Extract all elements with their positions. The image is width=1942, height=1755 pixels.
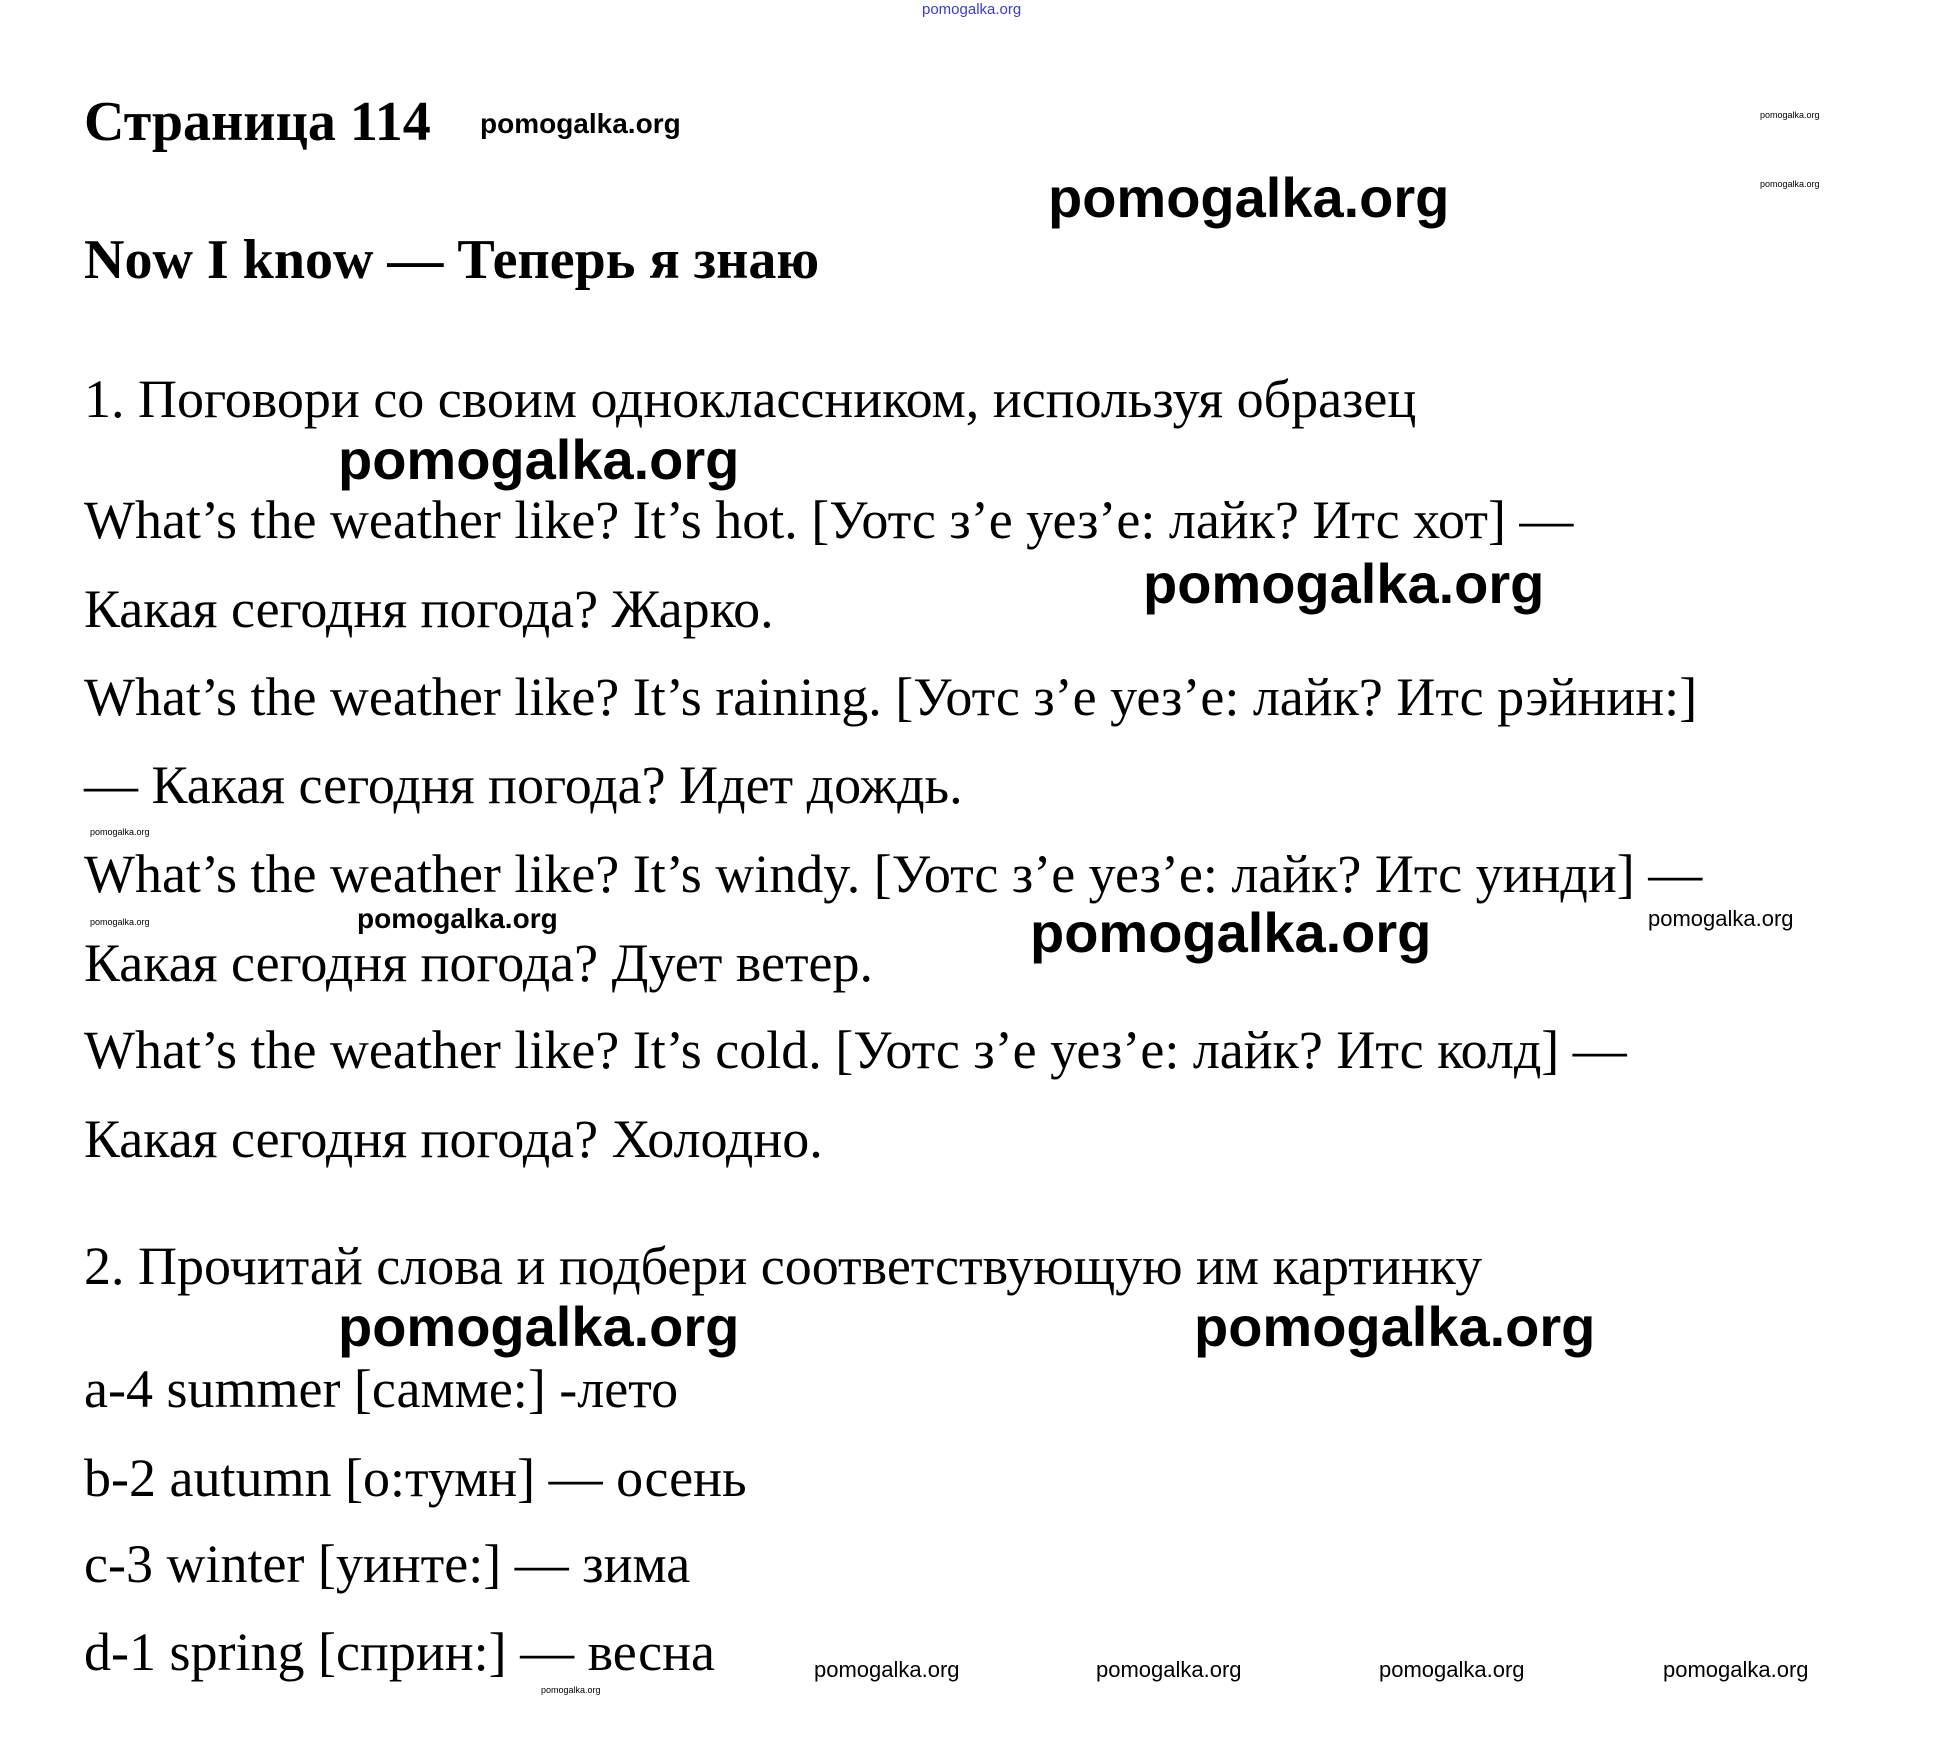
word-item: b-2 autumn [о:тумн] — осень <box>84 1448 747 1508</box>
watermark: pomogalka.org <box>1648 906 1794 931</box>
word-item: c-3 winter [уинте:] — зима <box>84 1534 691 1594</box>
dialogue-line: — Какая сегодня погода? Идет дождь. <box>84 755 963 815</box>
dialogue-line: Какая сегодня погода? Жарко. <box>84 579 774 639</box>
watermark: pomogalka.org <box>1663 1657 1809 1682</box>
watermark: pomogalka.org <box>814 1657 960 1682</box>
watermark: pomogalka.org <box>1760 110 1820 120</box>
word-item: d-1 spring [сприн:] — весна <box>84 1622 715 1682</box>
dialogue-line: What’s the weather like? It’s cold. [Уотс з’е уез’е: лайк? Итс колд] — <box>84 1020 1627 1080</box>
watermark: pomogalka.org <box>1096 1657 1242 1682</box>
dialogue-line: Какая сегодня погода? Дует ветер. <box>84 933 874 993</box>
dialogue-line: What’s the weather like? It’s raining. [Уотс з’е уез’е: лайк? Итс рэйнин:] <box>84 667 1698 727</box>
watermark: pomogalka.org <box>1194 1295 1596 1358</box>
watermark: pomogalka.org <box>1379 1657 1525 1682</box>
watermark: pomogalka.org <box>1030 901 1432 964</box>
word-item: a-4 summer [самме:] -лето <box>84 1359 679 1419</box>
dialogue-line: What’s the weather like? It’s hot. [Уотс з’е уез’е: лайк? Итс хот] — <box>84 490 1574 550</box>
dialogue-line: What’s the weather like? It’s windy. [Уотс з’е уез’е: лайк? Итс уинди] — <box>84 844 1703 904</box>
watermark: pomogalka.org <box>541 1685 601 1695</box>
watermark: pomogalka.org <box>90 827 150 837</box>
watermark: pomogalka.org <box>1048 166 1450 229</box>
section-title: Now I know — Теперь я знаю <box>84 229 820 291</box>
watermark: pomogalka.org <box>338 428 740 491</box>
watermark: pomogalka.org <box>480 108 681 139</box>
watermark: pomogalka.org <box>90 917 150 927</box>
watermark: pomogalka.org <box>357 903 558 934</box>
dialogue-line: Какая сегодня погода? Холодно. <box>84 1109 823 1169</box>
watermark: pomogalka.org <box>338 1295 740 1358</box>
watermark: pomogalka.org <box>1760 179 1820 189</box>
task1-heading: 1. Поговори со своим одноклассником, используя образец <box>84 369 1417 429</box>
page-title: Страница 114 <box>84 91 431 153</box>
task2-heading: 2. Прочитай слова и подбери соответствующую им картинку <box>84 1236 1483 1296</box>
watermark: pomogalka.org <box>922 1 1022 18</box>
watermark: pomogalka.org <box>1143 552 1545 615</box>
